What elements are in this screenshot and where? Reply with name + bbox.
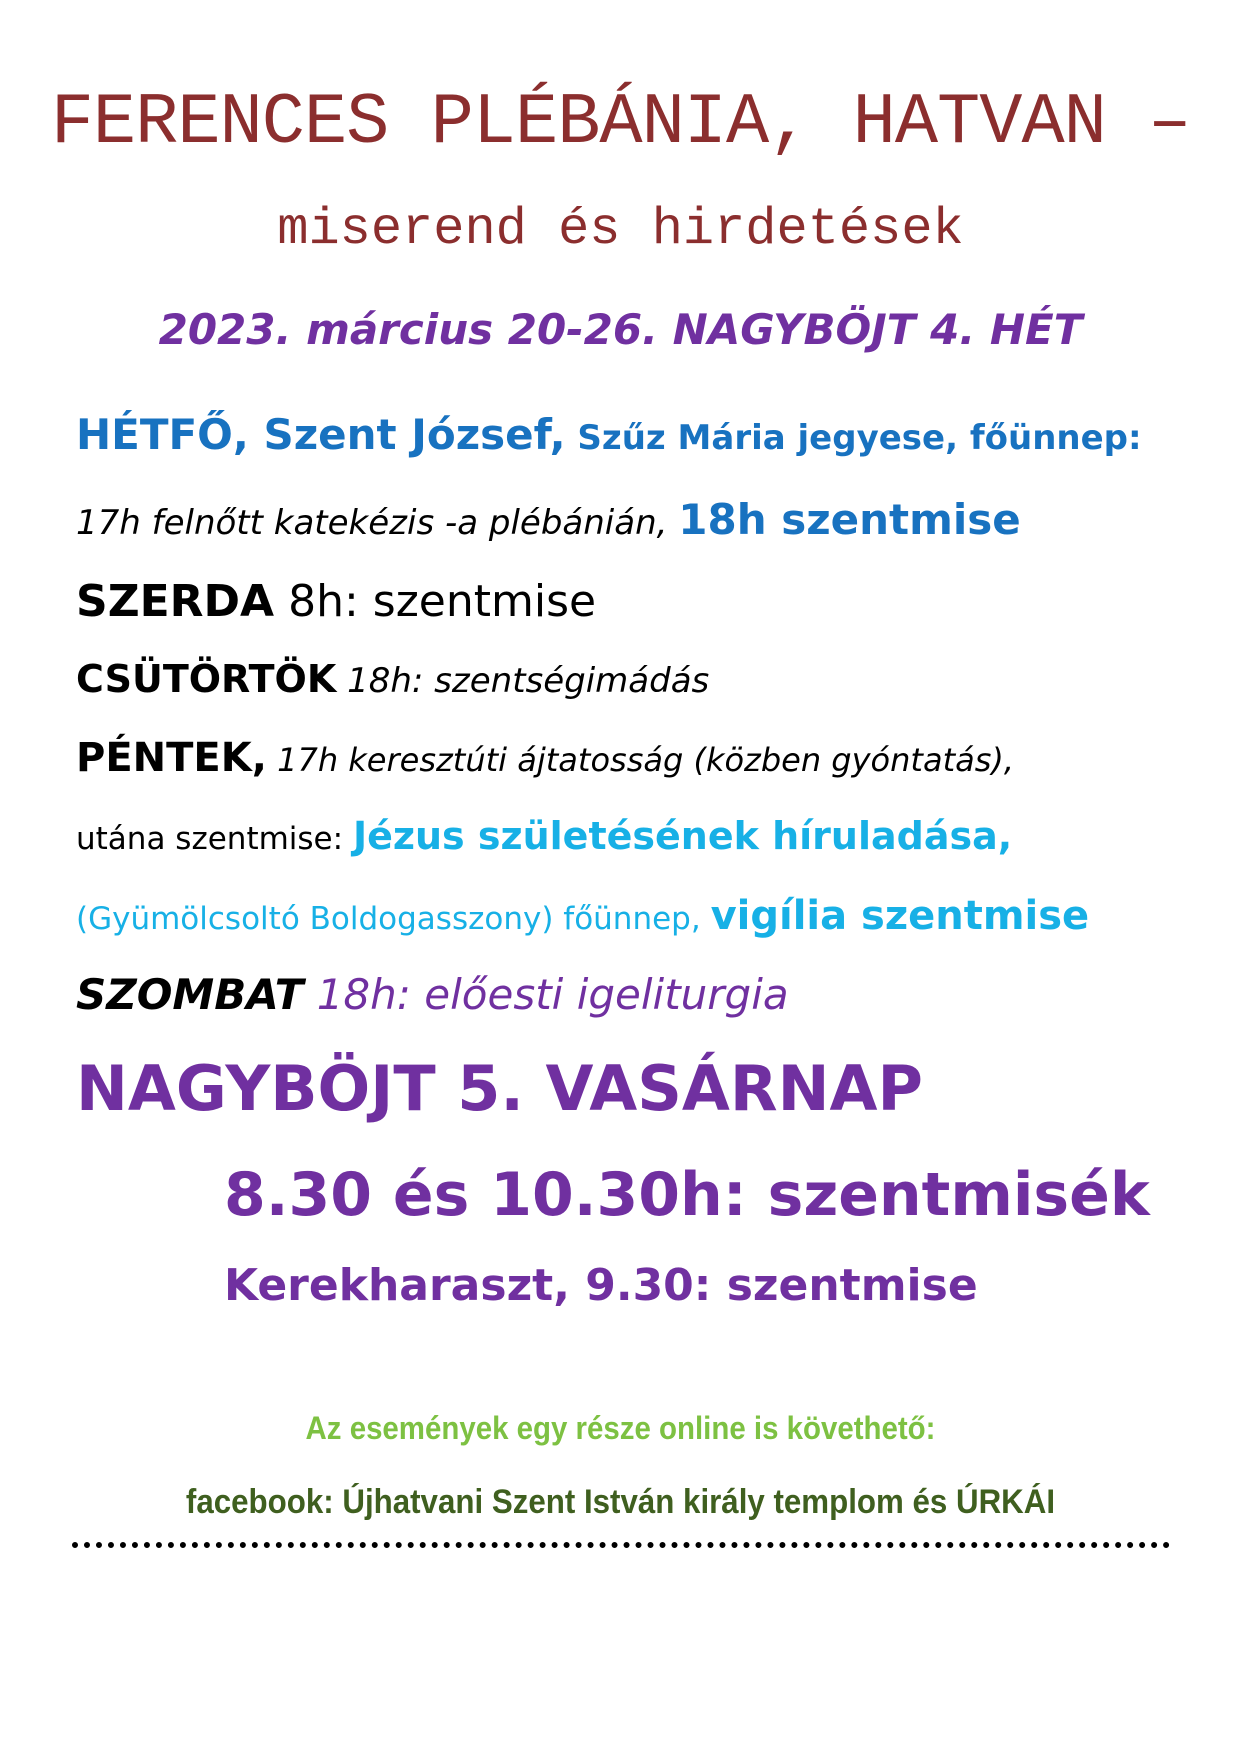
page-subtitle: miserend és hirdetések: [277, 200, 964, 259]
friday-feast: Jézus születésének híruladása,: [352, 814, 1013, 858]
friday-vigil: vigília szentmise: [710, 893, 1090, 939]
thursday-text: 18h: szentségimádás: [336, 661, 710, 701]
saturday-day: SZOMBAT: [76, 970, 304, 1019]
friday-after: utána szentmise:: [76, 821, 353, 857]
monday-line-2: [76, 495, 1021, 544]
thursday-line: [76, 657, 709, 701]
sunday-title: NAGYBÖJT 5. VASÁRNAP: [76, 1052, 923, 1125]
friday-line-1: [76, 735, 1014, 781]
page-title: FERENCES PLÉBÁNIA, HATVAN –: [50, 82, 1191, 164]
online-note: Az események egy része online is követhető:: [305, 1410, 936, 1446]
sunday-masses: 8.30 és 10.30h: szentmisék: [224, 1160, 1150, 1230]
monday-line-1: [76, 410, 1142, 459]
friday-text: 17h keresztúti ájtatosság (közben gyóntatás),: [266, 741, 1015, 779]
monday-mass: 18h szentmise: [678, 495, 1021, 544]
friday-feast-name: (Gyümölcsoltó Boldogasszony) főünnep,: [76, 901, 711, 937]
thursday-day: CSÜTÖRTÖK: [76, 657, 337, 701]
saturday-line: [76, 970, 789, 1019]
wednesday-day: SZERDA: [76, 576, 275, 627]
kerekharaszt-mass: Kerekharaszt, 9.30: szentmise: [224, 1260, 978, 1311]
wednesday-text: 8h: szentmise: [274, 576, 597, 627]
friday-day: PÉNTEK,: [76, 735, 267, 781]
saturday-text: 18h: előesti igeliturgia: [303, 970, 789, 1019]
week-heading: 2023. március 20-26. NAGYBÖJT 4. HÉT: [158, 305, 1083, 354]
wednesday-line: [76, 576, 596, 627]
monday-catechesis: 17h felnőtt katekézis -a plébánián,: [76, 503, 679, 543]
monday-feast: Szűz Mária jegyese, főünnep:: [565, 418, 1142, 458]
friday-line-3: [76, 893, 1089, 939]
monday-day: HÉTFŐ, Szent József,: [76, 410, 566, 459]
dotted-divider: [72, 1542, 1170, 1548]
facebook-note: facebook: Újhatvani Szent István király templom és ÚRKÁI: [185, 1483, 1056, 1521]
friday-line-2: [76, 814, 1012, 858]
